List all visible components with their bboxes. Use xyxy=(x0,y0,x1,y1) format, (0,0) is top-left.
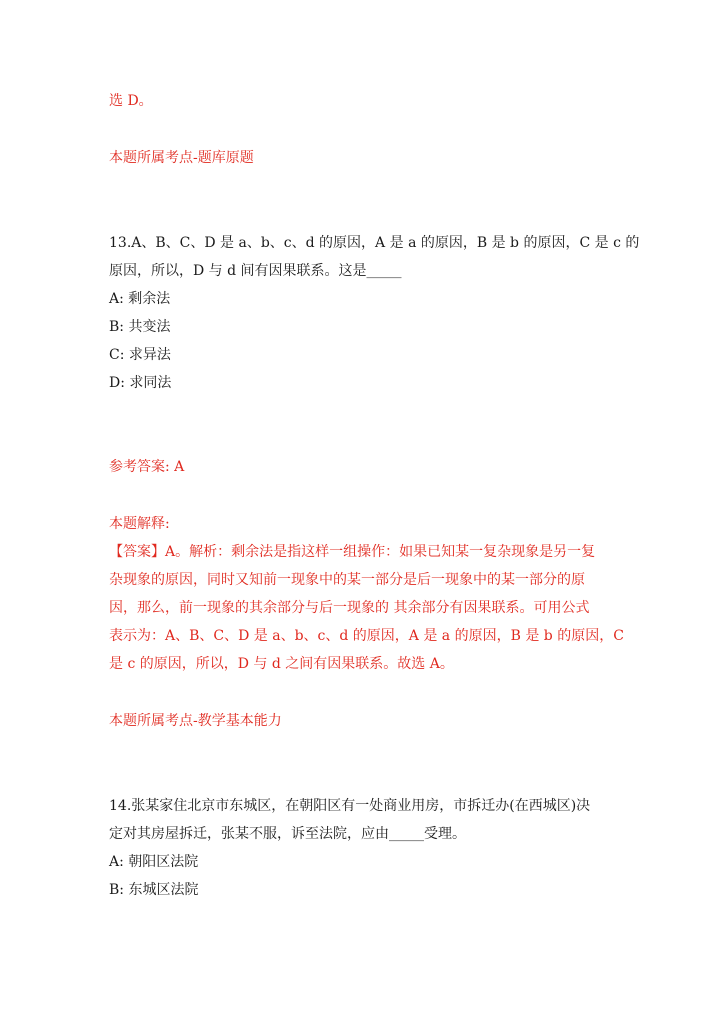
question-13-reference-answer: 参考答案: A xyxy=(109,459,185,475)
question-13-stem-line-2: 原因，所以，D 与 d 间有因果联系。这是_____ xyxy=(109,263,402,279)
question-13-option-b: B: 共变法 xyxy=(109,319,171,335)
question-13-explanation-line-4: 表示为：A、B、C、D 是 a、b、c、d 的原因，A 是 a 的原因，B 是 b 的原因，C xyxy=(109,628,624,644)
question-14-stem-line-1: 14.张某家住北京市东城区，在朝阳区有一处商业用房，市拆迁办(在西城区)决 xyxy=(109,798,591,814)
question-13-option-c: C: 求异法 xyxy=(109,347,171,363)
question-13-explanation-line-2: 杂现象的原因，同时又知前一现象中的某一部分是后一现象中的某一部分的原 xyxy=(109,572,585,588)
question-13-topic: 本题所属考点-教学基本能力 xyxy=(109,713,282,729)
question-13-explanation-line-3: 因，那么，前一现象的其余部分与后一现象的 其余部分有因果联系。可用公式 xyxy=(109,600,590,616)
question-14-option-a: A: 朝阳区法院 xyxy=(109,854,199,870)
question-14-stem-line-2: 定对其房屋拆迁，张某不服，诉至法院，应由_____受理。 xyxy=(109,826,466,842)
previous-answer-tail: 选 D。 xyxy=(109,93,153,109)
previous-topic: 本题所属考点-题库原题 xyxy=(109,150,254,166)
question-13-stem-line-1: 13.A、B、C、D 是 a、b、c、d 的原因，A 是 a 的原因，B 是 b 的原因，C 是 c 的 xyxy=(109,235,640,251)
question-13-explanation-title: 本题解释: xyxy=(109,516,170,532)
question-13-explanation-line-1: 【答案】A。解析：剩余法是指这样一组操作：如果已知某一复杂现象是另一复 xyxy=(109,544,596,560)
question-13-option-a: A: 剩余法 xyxy=(109,291,171,307)
question-13-option-d: D: 求同法 xyxy=(109,375,172,391)
question-13-explanation-line-5: 是 c 的原因，所以，D 与 d 之间有因果联系。故选 A。 xyxy=(109,656,454,672)
question-14-option-b: B: 东城区法院 xyxy=(109,882,199,898)
